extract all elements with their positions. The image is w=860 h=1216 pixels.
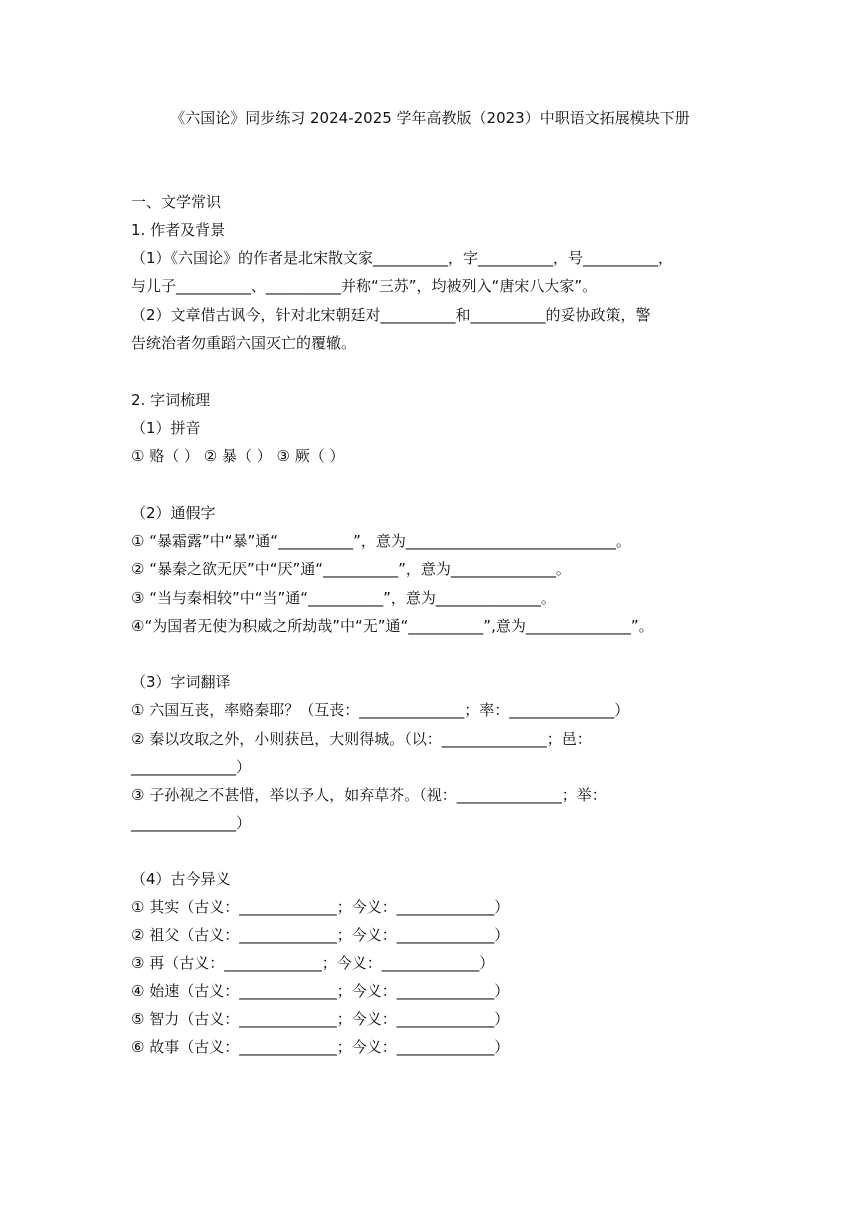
tongjia-line-2: ② “暴秦之欲无厌”中“厌”通“__________”，意为______________。: [131, 560, 571, 578]
tongjia-line-1: ① “暴霜露”中“暴”通“__________”，意为____________________________。: [131, 532, 631, 550]
ancient-modern-heading: （4）古今异义: [131, 870, 231, 888]
ancient-modern-line-4: ④ 始速（古义：_____________；今义：_____________）: [131, 982, 510, 1000]
author-question-line-1: （1）《六国论》的作者是北宋散文家__________，字__________，号__________，: [131, 249, 674, 267]
tongjia-line-4: ④“为国者无使为积威之所劫哉”中“无”通“__________”,意为______________”。: [131, 617, 654, 635]
author-question-line-2: 与儿子__________、__________并称“三苏”，均被列入“唐宋八大家”。: [131, 277, 598, 295]
tongjia-heading: （2）通假字: [131, 504, 216, 522]
translation-line-4: ③ 子孙视之不甚惜，举以予人，如弃草芥。（视：______________；举：: [131, 786, 607, 804]
section-heading-literary-knowledge: 一、文学常识: [131, 193, 222, 211]
ancient-modern-line-3: ③ 再（古义：_____________；今义：_____________）: [131, 954, 495, 972]
translation-line-3: ______________）: [131, 758, 252, 776]
translation-line-1: ① 六国互丧，率赂秦耶？（互丧：______________；率：______________）: [131, 701, 630, 719]
ancient-modern-line-2: ② 祖父（古义：_____________；今义：_____________）: [131, 926, 510, 944]
author-question-line-4: 告统治者勿重蹈六国灭亡的覆辙。: [131, 334, 357, 352]
author-question-line-3: （2）文章借古讽今，针对北宋朝廷对__________和__________的妥协政策，警: [131, 306, 651, 324]
translation-line-5: ______________）: [131, 814, 252, 832]
ancient-modern-line-6: ⑥ 故事（古义：_____________；今义：_____________）: [131, 1038, 510, 1056]
translation-heading: （3）字词翻译: [131, 673, 231, 691]
pinyin-heading: （1）拼音: [131, 419, 201, 437]
translation-line-2: ② 秦以攻取之外，小则获邑，大则得城。（以：______________；邑：: [131, 730, 592, 748]
ancient-modern-line-5: ⑤ 智力（古义：_____________；今义：_____________）: [131, 1010, 510, 1028]
tongjia-line-3: ③ “当与秦相较”中“当”通“__________”，意为______________。: [131, 589, 556, 607]
subsection-heading-author-background: 1. 作者及背景: [131, 221, 226, 239]
ancient-modern-line-1: ① 其实（古义：_____________；今义：_____________）: [131, 898, 510, 916]
pinyin-line: ① 赂（ ） ② 暴（ ） ③ 厥（ ）: [131, 447, 345, 465]
document-title: 《六国论》同步练习 2024-2025 学年高教版（2023）中职语文拓展模块下册: [170, 109, 690, 127]
subsection-heading-vocabulary: 2. 字词梳理: [131, 391, 211, 409]
